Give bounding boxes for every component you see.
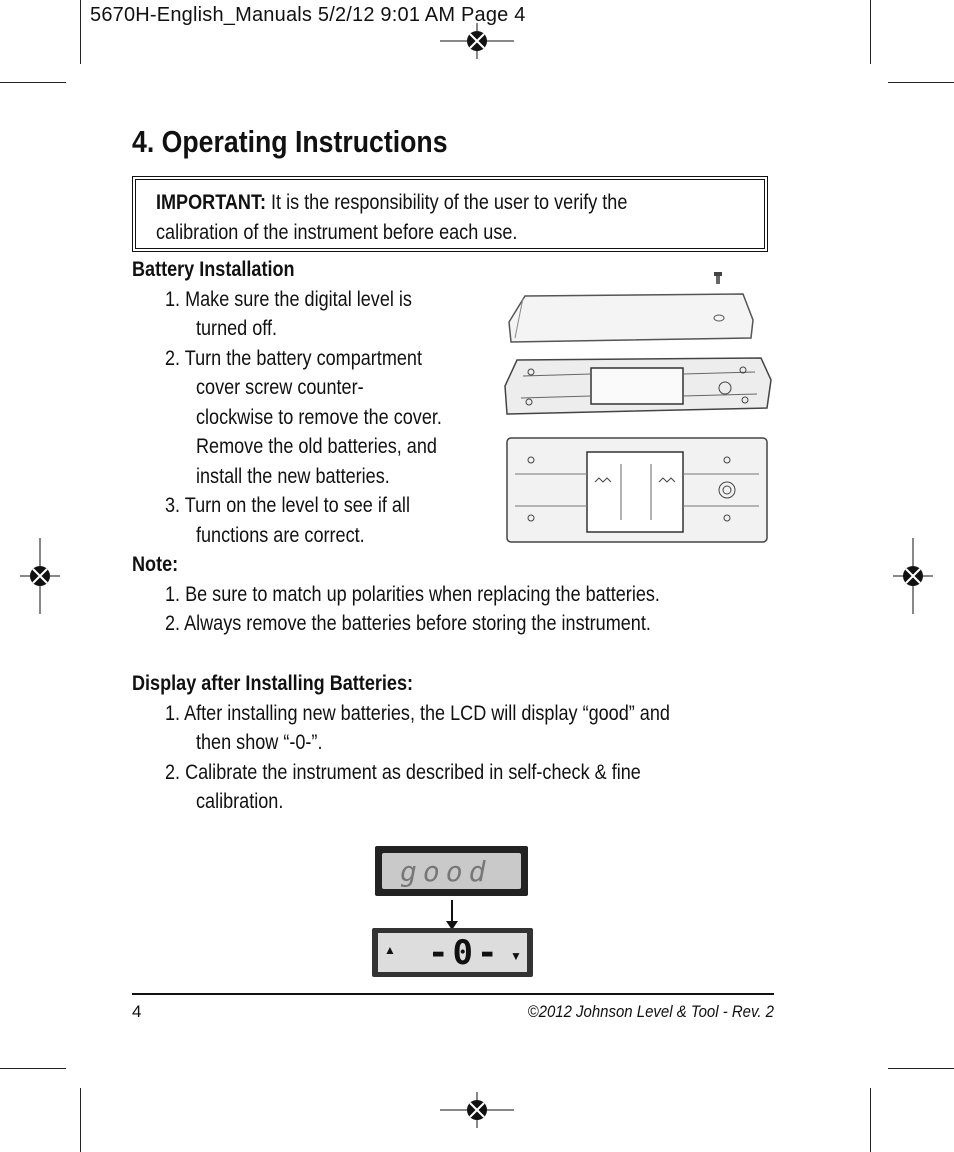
registration-mark-icon	[440, 1092, 514, 1128]
display-line: 1. After installing new batteries, the LCD will display “good” and	[165, 702, 670, 725]
battery-step-line: clockwise to remove the cover.	[196, 406, 442, 429]
note-heading: Note:	[132, 553, 179, 576]
page-number: 4	[132, 1002, 142, 1021]
lcd-screen	[382, 853, 521, 889]
copyright-notice: ©2012 Johnson Level & Tool - Rev. 2	[527, 1002, 774, 1021]
crop-mark	[888, 1068, 954, 1069]
battery-step-line: install the new batteries.	[196, 465, 390, 488]
lcd-good-value: good	[400, 855, 492, 888]
display-line: calibration.	[196, 790, 284, 813]
battery-step-line: functions are correct.	[196, 524, 365, 547]
important-label: IMPORTANT:	[156, 191, 267, 214]
display-line: then show “-0-”.	[196, 731, 323, 754]
lcd-zero-value: -0-	[428, 933, 502, 973]
battery-step-line: turned off.	[196, 317, 278, 340]
battery-step-line: 2. Turn the battery compartment	[165, 347, 422, 370]
level-down-indicator-icon: ▼	[510, 949, 522, 963]
display-heading: Display after Installing Batteries:	[132, 672, 414, 695]
lcd-good-display	[375, 846, 528, 896]
important-line-1: It is the responsibility of the user to verify the	[266, 191, 628, 214]
crop-mark	[80, 1088, 81, 1152]
battery-step-line: 3. Turn on the level to see if all	[165, 494, 410, 517]
registration-mark-icon	[893, 538, 933, 614]
important-notice-text	[156, 188, 758, 248]
battery-step-line: 1. Make sure the digital level is	[165, 288, 412, 311]
registration-mark-icon	[20, 538, 60, 614]
battery-step-line: cover screw counter-	[196, 376, 364, 399]
lcd-zero-display	[372, 928, 533, 977]
battery-installation-heading: Battery Installation	[132, 258, 295, 281]
crop-mark	[870, 1088, 871, 1152]
crop-mark	[0, 82, 66, 83]
note-line: 1. Be sure to match up polarities when replacing the batteries.	[165, 583, 660, 606]
display-line: 2. Calibrate the instrument as described in self-check & fine	[165, 761, 641, 784]
important-notice-box	[132, 176, 768, 252]
note-line: 2. Always remove the batteries before storing the instrument.	[165, 612, 651, 635]
lcd-screen	[378, 933, 527, 972]
crop-mark	[888, 82, 954, 83]
crop-mark	[80, 0, 81, 64]
crop-mark	[0, 1068, 66, 1069]
battery-compartment-illustration	[503, 268, 773, 548]
registration-mark-icon	[440, 23, 514, 59]
slug-line: 5670H-English_Manuals 5/2/12 9:01 AM Page 4	[90, 4, 526, 26]
important-line-2: calibration of the instrument before each use.	[156, 221, 518, 244]
crop-mark	[870, 0, 871, 64]
footer-rule	[132, 993, 774, 995]
level-up-indicator-icon: ▲	[384, 943, 396, 957]
page-title: 4. Operating Instructions	[132, 124, 448, 159]
battery-step-line: Remove the old batteries, and	[196, 435, 437, 458]
